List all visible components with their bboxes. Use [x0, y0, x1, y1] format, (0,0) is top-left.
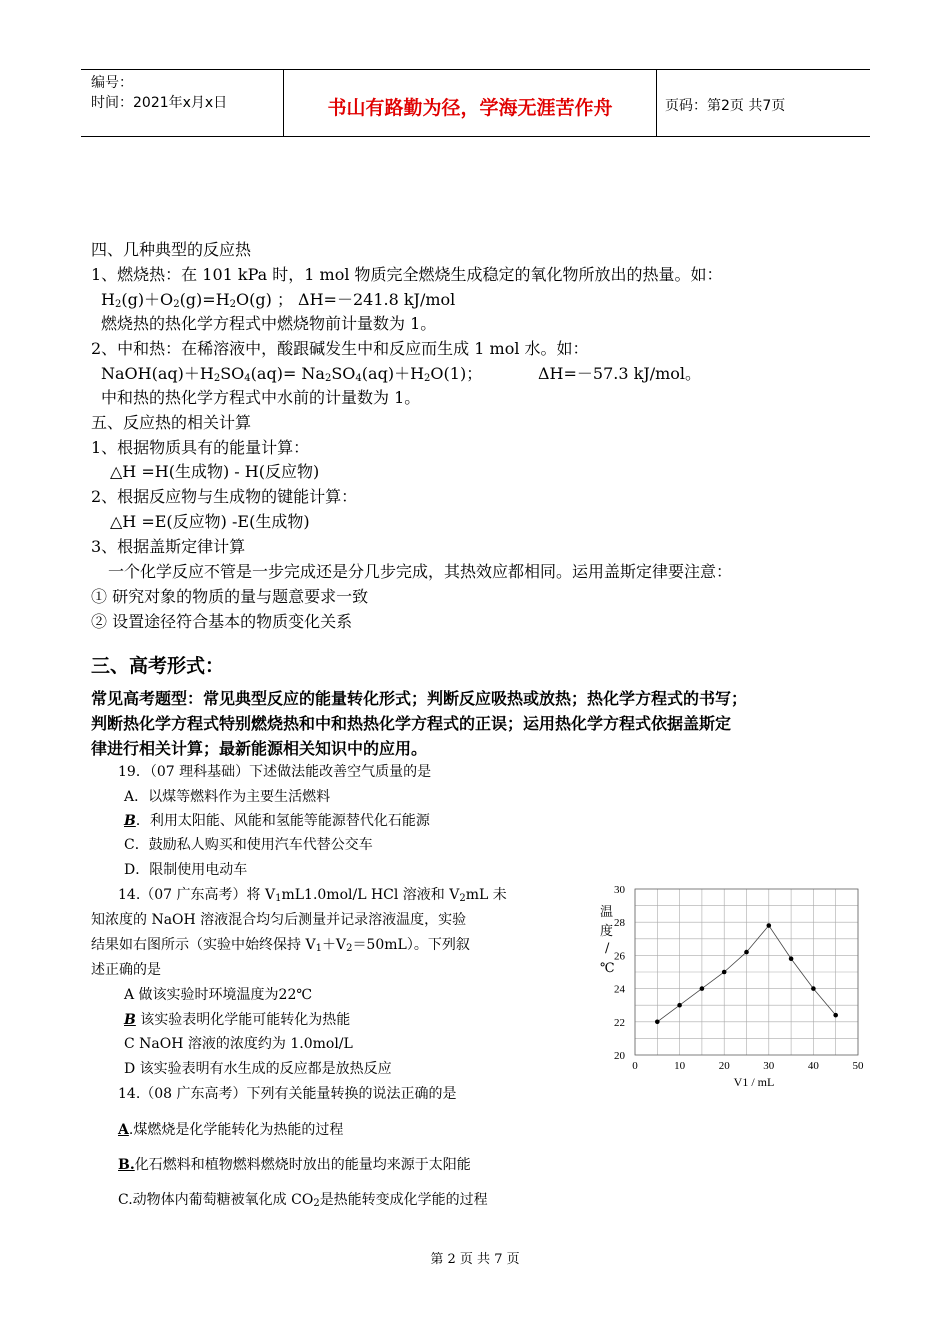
- text-part: mL1.0mol/L HCl 溶液和 V: [281, 887, 460, 903]
- answer-letter: A: [118, 1122, 129, 1138]
- y-tick-label: 26: [614, 950, 625, 963]
- text-part: 是热能转变成化学能的过程: [319, 1192, 488, 1208]
- temperature-chart: [600, 880, 870, 1095]
- combustion-heat-definition: 1、燃烧热：在 101 kPa 时，1 mol 物质完全燃烧生成稳定的氧化物所放出的热量。如：: [91, 265, 723, 284]
- exam-section-title: 三、高考形式：: [91, 655, 225, 677]
- eq-part: (g)=H: [179, 290, 230, 309]
- y-tick-label: 22: [614, 1016, 625, 1029]
- data-point: [722, 970, 727, 975]
- method-2: 2、根据反应物与生成物的键能计算：: [91, 487, 358, 506]
- answer-letter: B.: [118, 1157, 135, 1173]
- option-text: 该实验表明化学能可能转化为热能: [135, 1012, 351, 1028]
- ylabel-char: 温: [600, 905, 614, 920]
- q14a-option-d: D 该实验表明有水生成的反应都是放热反应: [124, 1061, 392, 1077]
- chart-grid: [635, 889, 858, 1055]
- data-point: [744, 950, 749, 955]
- text-part: 14.（07 广东高考）将 V: [118, 887, 276, 903]
- eq-part: O(1)；: [430, 364, 483, 383]
- x-tick-label: 40: [807, 1060, 819, 1072]
- data-point: [700, 986, 705, 991]
- eq-part: O(g) ； ΔH=－241.8 kJ/mol: [236, 290, 456, 309]
- text-part: ＝50mL）。下列叙: [352, 937, 470, 953]
- q14a-option-b: [124, 1010, 350, 1030]
- x-tick-label: 50: [852, 1060, 864, 1072]
- q14b-option-c: C.动物体内葡萄糖被氧化成 $CO_2$是热能转变成化学能的过程: [118, 1192, 488, 1209]
- x-tick-label: 10: [674, 1060, 686, 1072]
- ylabel-char: 度: [600, 924, 614, 939]
- q14a-line2: 知浓度的 NaOH 溶液混合均匀后测量并记录溶液温度，实验: [91, 912, 467, 928]
- q14b-option-b: [118, 1155, 471, 1175]
- data-point: [789, 956, 794, 961]
- eq-part: (g)＋O: [121, 290, 174, 309]
- chart-ticks: [614, 884, 864, 1072]
- page-label: 页码：第2页 共7页: [665, 98, 786, 114]
- x-tick-label: 30: [763, 1060, 775, 1072]
- ylabel-char: /: [605, 941, 610, 956]
- neutralization-note: 中和热的热化学方程式中水前的计量数为 1。: [101, 388, 421, 407]
- note-2: ② 设置途径符合基本的物质变化关系: [91, 612, 353, 631]
- formula-2: △H =E(反应物) -E(生成物): [110, 512, 310, 531]
- exam-summary-line: 常见高考题型：常见典型反应的能量转化形式；判断反应吸热或放热；热化学方程式的书写；: [91, 689, 748, 708]
- x-tick-label: 20: [718, 1060, 730, 1072]
- header-meta-cell: [81, 70, 284, 136]
- hess-law-text: 一个化学反应不管是一步完成还是分几步完成，其热效应都相同。运用盖斯定律要注意：: [108, 562, 733, 581]
- data-point: [655, 1020, 660, 1025]
- section5-title: 五、反应热的相关计算: [91, 413, 252, 432]
- q19-option-c: C．鼓励私人购买和使用汽车代替公交车: [124, 837, 373, 853]
- eq-part: SO: [220, 364, 245, 383]
- q14a-line1: 14.（07 广东高考）将 $V_1mL1.0mol/L$ HCl 溶液和 $V_2mL$ 未: [118, 887, 507, 904]
- method-3: 3、根据盖斯定律计算: [91, 537, 246, 556]
- y-tick-label: 20: [614, 1050, 625, 1062]
- neutralization-heat-definition: 2、中和热：在稀溶液中，酸跟碱发生中和反应而生成 1 mol 水。如：: [91, 339, 589, 358]
- chart-ylabel: [600, 905, 615, 976]
- eq-part: H: [101, 290, 115, 309]
- text-part: C.动物体内葡萄糖被氧化成 CO: [118, 1192, 314, 1208]
- q19-option-d: D．限制使用电动车: [124, 862, 248, 878]
- exam-summary-line: 律进行相关计算；最新能源相关知识中的应用。: [91, 739, 428, 758]
- x-tick-label: 0: [632, 1060, 638, 1072]
- eq-part: SO: [331, 364, 356, 383]
- y-tick-label: 28: [614, 917, 625, 930]
- note-1: ① 研究对象的物质的量与题意要求一致: [91, 587, 369, 606]
- option-text: .煤燃烧是化学能转化为热能的过程: [128, 1122, 344, 1138]
- text-part: 结果如右图所示（实验中始终保持 V: [91, 937, 316, 953]
- eq-part: NaOH(aq)＋H: [101, 364, 214, 383]
- combustion-equation: $H_2(g)+O_2(g)=H_2O(g)$ ； ΔH=－241.8 kJ/mol: [101, 290, 456, 310]
- option-text: 化石燃料和植物燃料燃烧时放出的能量均来源于太阳能: [134, 1157, 471, 1173]
- text-part: mL 未: [465, 887, 507, 903]
- q19-option-a: A．以煤等燃料作为主要生活燃料: [124, 789, 331, 805]
- chart-xlabel: V1 / mL: [733, 1075, 775, 1089]
- date-label: 时间：2021年x月x日: [91, 95, 228, 111]
- answer-letter: B: [124, 813, 136, 829]
- y-tick-label: 30: [614, 884, 625, 896]
- q14a-line4: 述正确的是: [91, 962, 161, 978]
- q19-stem: 19．（07 理科基础）下述做法能改善空气质量的是: [118, 764, 432, 780]
- q14a-line3: 结果如右图所示（实验中始终保持 $V_1+V_2=50mL$）。下列叙: [91, 937, 470, 954]
- page-footer: 第 2 页 共 7 页: [430, 1252, 520, 1267]
- section4-title: 四、几种典型的反应热: [91, 240, 252, 259]
- text-part: ＋V: [321, 937, 347, 953]
- data-point: [767, 923, 772, 928]
- q14b-option-a: [118, 1120, 343, 1140]
- data-point: [811, 986, 816, 991]
- motto: 书山有路勤为径，学海无涯苦作舟: [327, 97, 613, 119]
- page-header: [81, 69, 870, 137]
- y-tick-label: 24: [614, 983, 625, 996]
- header-motto-cell: [284, 70, 657, 136]
- exam-summary-line: 判断热化学方程式特别燃烧热和中和热热化学方程式的正误；运用热化学方程式依据盖斯定: [91, 714, 732, 733]
- combustion-note: 燃烧热的热化学方程式中燃烧物前计量数为 1。: [101, 314, 437, 333]
- formula-1: △H =H(生成物) - H(反应物): [110, 462, 320, 481]
- data-point: [833, 1013, 838, 1018]
- q19-option-b: [124, 811, 430, 831]
- option-text: ．利用太阳能、风能和氢能等能源替代化石能源: [135, 813, 430, 829]
- eq-part: (aq)= Na: [250, 364, 325, 383]
- q14a-option-a: A 做该实验时环境温度为22℃: [124, 987, 313, 1003]
- method-1: 1、根据物质具有的能量计算：: [91, 438, 310, 457]
- q14b-stem: 14.（08 广东高考）下列有关能量转换的说法正确的是: [118, 1086, 457, 1102]
- eq-part: (aq)＋H: [361, 364, 425, 383]
- answer-letter: B: [124, 1012, 136, 1028]
- q14a-option-c: C NaOH 溶液的浓度约为 1.0mol/L: [124, 1036, 353, 1052]
- neutralization-delta-h: ΔH=－57.3 kJ/mol。: [538, 364, 702, 383]
- ylabel-char: ℃: [600, 961, 615, 976]
- neutralization-equation: $NaOH(aq)+H_2SO_4(aq)= Na_2SO_4(aq)+H_2O(1)$；: [101, 364, 483, 384]
- number-label: 编号：: [91, 75, 133, 91]
- header-page-cell: [657, 70, 870, 136]
- data-point: [677, 1003, 682, 1008]
